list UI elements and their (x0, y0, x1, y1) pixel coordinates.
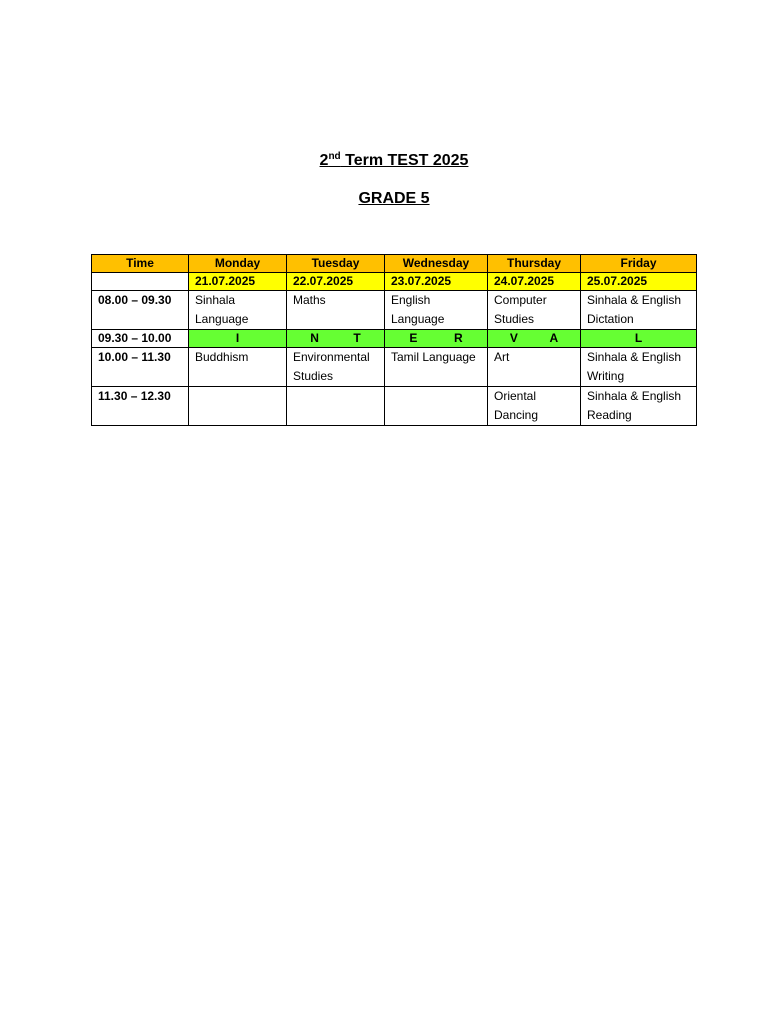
interval-cell: L (581, 330, 697, 348)
row-time: 10.00 – 11.30 (92, 348, 189, 387)
interval-cell: I (189, 330, 287, 348)
table-row (92, 291, 697, 330)
interval-row (92, 330, 697, 348)
interval-cell: V A (488, 330, 581, 348)
date-monday: 21.07.2025 (189, 273, 287, 291)
date-tuesday: 22.07.2025 (287, 273, 385, 291)
interval-cell: E R (385, 330, 488, 348)
page-subtitle: GRADE 5 (358, 190, 430, 207)
header-thursday: Thursday (488, 255, 581, 273)
date-thursday: 24.07.2025 (488, 273, 581, 291)
table-row (92, 387, 697, 426)
header-row (92, 255, 697, 273)
page-title: 2nd Term TEST 2025 (319, 151, 469, 169)
row-time: 11.30 – 12.30 (92, 387, 189, 426)
timetable (91, 254, 697, 426)
cell: Computer Studies (488, 291, 581, 330)
cell (287, 387, 385, 426)
cell: Art (488, 348, 581, 387)
cell: Oriental Dancing (488, 387, 581, 426)
cell: Sinhala & English Writing (581, 348, 697, 387)
interval-cell: N T (287, 330, 385, 348)
header-wednesday: Wednesday (385, 255, 488, 273)
dates-row (92, 273, 697, 291)
date-wednesday: 23.07.2025 (385, 273, 488, 291)
row-time: 09.30 – 10.00 (92, 330, 189, 348)
header-friday: Friday (581, 255, 697, 273)
table-row (92, 348, 697, 387)
cell: Maths (287, 291, 385, 330)
cell: Environmental Studies (287, 348, 385, 387)
cell: Sinhala & English Reading (581, 387, 697, 426)
cell: Tamil Language (385, 348, 488, 387)
date-friday: 25.07.2025 (581, 273, 697, 291)
header-monday: Monday (189, 255, 287, 273)
header-time: Time (92, 255, 189, 273)
cell (385, 387, 488, 426)
header-tuesday: Tuesday (287, 255, 385, 273)
cell (189, 387, 287, 426)
date-blank (92, 273, 189, 291)
row-time: 08.00 – 09.30 (92, 291, 189, 330)
cell: Sinhala Language (189, 291, 287, 330)
cell: Sinhala & English Dictation (581, 291, 697, 330)
cell: Buddhism (189, 348, 287, 387)
cell: English Language (385, 291, 488, 330)
